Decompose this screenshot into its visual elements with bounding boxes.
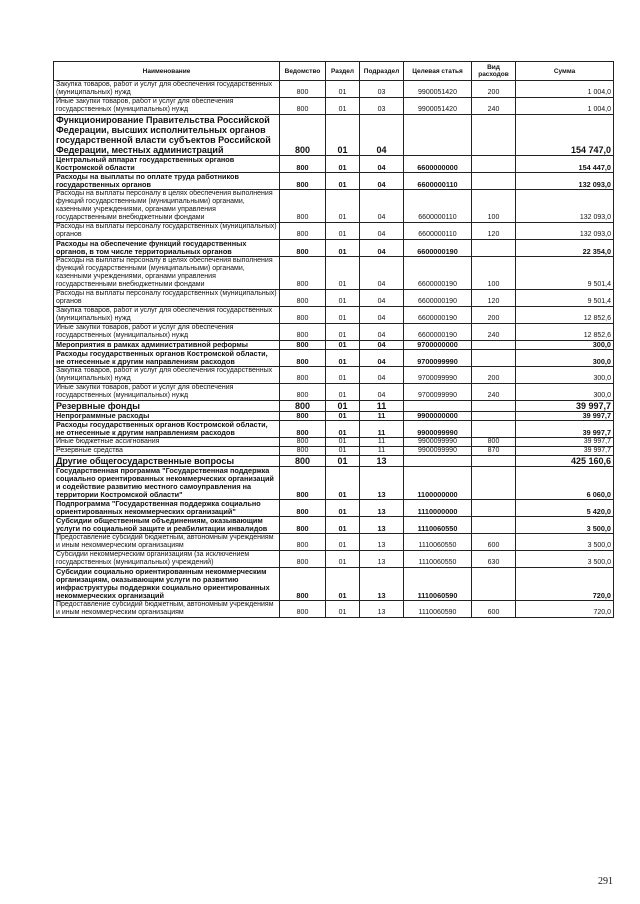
cell-section: 01 [326, 367, 360, 384]
cell-section: 01 [326, 421, 360, 438]
table-row [54, 447, 614, 456]
cell-subsection: 13 [360, 517, 404, 534]
cell-target: 9900099990 [404, 421, 472, 438]
cell-section: 01 [326, 173, 360, 190]
cell-section: 01 [326, 467, 360, 500]
cell-subsection: 04 [360, 156, 404, 173]
cell-type: 600 [472, 534, 516, 551]
cell-amount: 300,0 [516, 384, 614, 401]
cell-target: 1110000000 [404, 500, 472, 517]
cell-type [472, 401, 516, 412]
cell-name: Расходы на выплаты персоналу государственных (муниципальных) органов [54, 223, 280, 240]
cell-type: 240 [472, 384, 516, 401]
cell-dept: 800 [280, 601, 326, 618]
cell-type [472, 341, 516, 350]
cell-subsection: 04 [360, 223, 404, 240]
cell-type: 200 [472, 367, 516, 384]
cell-amount: 132 093,0 [516, 223, 614, 240]
cell-target: 1110060550 [404, 517, 472, 534]
cell-dept: 800 [280, 551, 326, 568]
cell-name: Расходы на выплаты персоналу государственных (муниципальных) органов [54, 290, 280, 307]
cell-amount: 5 420,0 [516, 500, 614, 517]
cell-type: 600 [472, 601, 516, 618]
cell-name: Иные закупки товаров, работ и услуг для обеспечения государственных (муниципальных) нужд [54, 98, 280, 115]
table-row [54, 324, 614, 341]
cell-amount: 3 500,0 [516, 534, 614, 551]
header-name: Наименование [54, 62, 280, 81]
cell-subsection: 13 [360, 601, 404, 618]
cell-subsection: 11 [360, 421, 404, 438]
cell-target: 9700000000 [404, 341, 472, 350]
table-row [54, 341, 614, 350]
table-row [54, 290, 614, 307]
cell-name: Мероприятия в рамках административной реформы [54, 341, 280, 350]
cell-type: 240 [472, 324, 516, 341]
cell-section: 01 [326, 551, 360, 568]
cell-subsection: 11 [360, 412, 404, 421]
cell-name: Закупка товаров, работ и услуг для обеспечения государственных (муниципальных) нужд [54, 307, 280, 324]
header-amount: Сумма [516, 62, 614, 81]
cell-subsection: 04 [360, 324, 404, 341]
header-target: Целевая статья [404, 62, 472, 81]
cell-section: 01 [326, 81, 360, 98]
cell-amount: 154 447,0 [516, 156, 614, 173]
table-row [54, 307, 614, 324]
cell-subsection: 04 [360, 290, 404, 307]
cell-name: Расходы на обеспечение функций государственных органов, в том числе территориальных органов [54, 240, 280, 257]
cell-target: 6600000190 [404, 307, 472, 324]
cell-section: 01 [326, 456, 360, 467]
cell-subsection: 11 [360, 438, 404, 447]
cell-type: 120 [472, 290, 516, 307]
cell-type [472, 173, 516, 190]
cell-dept: 800 [280, 534, 326, 551]
table-row [54, 438, 614, 447]
header-dept: Ведомство [280, 62, 326, 81]
cell-amount: 1 004,0 [516, 81, 614, 98]
cell-subsection: 04 [360, 173, 404, 190]
cell-dept: 800 [280, 223, 326, 240]
cell-section: 01 [326, 115, 360, 156]
cell-target: 1110060590 [404, 601, 472, 618]
table-row [54, 534, 614, 551]
cell-type [472, 456, 516, 467]
cell-name: Подпрограмма "Государственная поддержка социально ориентированных некоммерческих организаций" [54, 500, 280, 517]
cell-type: 800 [472, 438, 516, 447]
table-row [54, 223, 614, 240]
cell-subsection: 04 [360, 190, 404, 223]
cell-type [472, 156, 516, 173]
cell-name: Предоставление субсидий бюджетным, автономным учреждениям и иным некоммерческим организациям [54, 534, 280, 551]
cell-section: 01 [326, 190, 360, 223]
cell-dept: 800 [280, 173, 326, 190]
cell-target [404, 115, 472, 156]
cell-amount: 9 501,4 [516, 290, 614, 307]
cell-target: 9900099990 [404, 438, 472, 447]
cell-type [472, 517, 516, 534]
cell-name: Иные закупки товаров, работ и услуг для обеспечения государственных (муниципальных) нужд [54, 384, 280, 401]
cell-amount: 132 093,0 [516, 173, 614, 190]
cell-target: 9700099990 [404, 367, 472, 384]
cell-subsection: 13 [360, 467, 404, 500]
cell-type [472, 350, 516, 367]
cell-subsection: 13 [360, 534, 404, 551]
cell-amount: 39 997,7 [516, 447, 614, 456]
table-row [54, 456, 614, 467]
cell-target [404, 401, 472, 412]
cell-name: Резервные средства [54, 447, 280, 456]
cell-target: 6600000000 [404, 156, 472, 173]
cell-type [472, 421, 516, 438]
cell-amount: 39 997,7 [516, 438, 614, 447]
cell-section: 01 [326, 601, 360, 618]
cell-amount: 720,0 [516, 601, 614, 618]
cell-subsection: 04 [360, 307, 404, 324]
table-row [54, 601, 614, 618]
cell-type [472, 467, 516, 500]
cell-section: 01 [326, 534, 360, 551]
cell-subsection: 13 [360, 568, 404, 601]
cell-dept: 800 [280, 568, 326, 601]
cell-amount: 132 093,0 [516, 190, 614, 223]
cell-dept: 800 [280, 456, 326, 467]
table-row [54, 384, 614, 401]
cell-subsection: 04 [360, 350, 404, 367]
cell-subsection: 03 [360, 98, 404, 115]
cell-dept: 800 [280, 350, 326, 367]
cell-target: 6600000190 [404, 240, 472, 257]
cell-dept: 800 [280, 367, 326, 384]
cell-amount: 425 160,6 [516, 456, 614, 467]
table-body [54, 81, 614, 618]
cell-name: Государственная программа "Государственная поддержка социально ориентированных некоммерческих организаций и содействие развитию местного самоуправления на территории Костромской области" [54, 467, 280, 500]
cell-section: 01 [326, 412, 360, 421]
cell-dept: 800 [280, 190, 326, 223]
table-row [54, 467, 614, 500]
cell-amount: 6 060,0 [516, 467, 614, 500]
cell-name: Расходы на выплаты по оплате труда работников государственных органов [54, 173, 280, 190]
cell-subsection: 13 [360, 456, 404, 467]
cell-target: 6600000110 [404, 190, 472, 223]
header-type: Вид расходов [472, 62, 516, 81]
cell-section: 01 [326, 517, 360, 534]
cell-dept: 800 [280, 438, 326, 447]
cell-section: 01 [326, 290, 360, 307]
cell-subsection: 04 [360, 115, 404, 156]
cell-section: 01 [326, 257, 360, 290]
cell-section: 01 [326, 223, 360, 240]
cell-dept: 800 [280, 421, 326, 438]
table-row [54, 500, 614, 517]
cell-dept: 800 [280, 115, 326, 156]
cell-name: Непрограммные расходы [54, 412, 280, 421]
cell-dept: 800 [280, 257, 326, 290]
cell-name: Расходы на выплаты персоналу в целях обеспечения выполнения функций государственными (муниципальными) органами, казенными учреждениями, органами управления государственными внебюджетными фондами [54, 190, 280, 223]
cell-section: 01 [326, 500, 360, 517]
cell-section: 01 [326, 324, 360, 341]
cell-dept: 800 [280, 467, 326, 500]
cell-subsection: 04 [360, 341, 404, 350]
cell-name: Субсидии общественным объединениям, оказывающим услуги по социальной защите и реабилитации инвалидов [54, 517, 280, 534]
cell-section: 01 [326, 98, 360, 115]
cell-subsection: 11 [360, 447, 404, 456]
cell-name: Резервные фонды [54, 401, 280, 412]
cell-dept: 800 [280, 412, 326, 421]
cell-amount: 3 500,0 [516, 517, 614, 534]
table-header-row [54, 62, 614, 81]
cell-name: Иные бюджетные ассигнования [54, 438, 280, 447]
table-row [54, 173, 614, 190]
cell-type: 100 [472, 257, 516, 290]
cell-subsection: 04 [360, 240, 404, 257]
cell-dept: 800 [280, 401, 326, 412]
table-row [54, 190, 614, 223]
cell-dept: 800 [280, 324, 326, 341]
cell-target: 9700099990 [404, 350, 472, 367]
page-number: 291 [598, 876, 613, 887]
cell-section: 01 [326, 384, 360, 401]
cell-name: Функционирование Правительства Российской Федерации, высших исполнительных органов государственной власти субъектов Российской Федерации, местных администраций [54, 115, 280, 156]
table-row [54, 98, 614, 115]
cell-target: 9700099990 [404, 384, 472, 401]
cell-target: 9900000000 [404, 412, 472, 421]
cell-subsection: 11 [360, 401, 404, 412]
cell-dept: 800 [280, 500, 326, 517]
cell-name: Иные закупки товаров, работ и услуг для обеспечения государственных (муниципальных) нужд [54, 324, 280, 341]
table-row [54, 568, 614, 601]
cell-section: 01 [326, 341, 360, 350]
cell-type: 870 [472, 447, 516, 456]
cell-type: 200 [472, 307, 516, 324]
cell-type [472, 568, 516, 601]
cell-amount: 300,0 [516, 341, 614, 350]
cell-dept: 800 [280, 447, 326, 456]
budget-table [53, 61, 614, 618]
cell-target: 6600000110 [404, 173, 472, 190]
cell-section: 01 [326, 438, 360, 447]
cell-amount: 12 852,6 [516, 324, 614, 341]
cell-dept: 800 [280, 240, 326, 257]
cell-type: 200 [472, 81, 516, 98]
cell-target: 9900051420 [404, 98, 472, 115]
cell-target: 9900051420 [404, 81, 472, 98]
table-row [54, 401, 614, 412]
cell-target: 6600000190 [404, 290, 472, 307]
cell-type: 120 [472, 223, 516, 240]
cell-section: 01 [326, 156, 360, 173]
table-row [54, 421, 614, 438]
cell-target: 1110060550 [404, 551, 472, 568]
table-row [54, 240, 614, 257]
cell-section: 01 [326, 307, 360, 324]
cell-amount: 300,0 [516, 350, 614, 367]
cell-amount: 154 747,0 [516, 115, 614, 156]
table-row [54, 115, 614, 156]
table-row [54, 156, 614, 173]
cell-name: Предоставление субсидий бюджетным, автономным учреждениям и иным некоммерческим организациям [54, 601, 280, 618]
cell-name: Субсидии социально ориентированным некоммерческим организациям, оказывающим услуги по развитию инфраструктуры поддержки социально ориентированных некоммерческих организаций [54, 568, 280, 601]
cell-dept: 800 [280, 307, 326, 324]
cell-amount: 12 852,6 [516, 307, 614, 324]
cell-dept: 800 [280, 517, 326, 534]
cell-name: Расходы государственных органов Костромской области, не отнесенные к другим направлениям расходов [54, 350, 280, 367]
cell-amount: 300,0 [516, 367, 614, 384]
cell-target: 6600000190 [404, 324, 472, 341]
cell-amount: 1 004,0 [516, 98, 614, 115]
table-row [54, 551, 614, 568]
cell-type [472, 115, 516, 156]
cell-type [472, 240, 516, 257]
cell-section: 01 [326, 240, 360, 257]
cell-target: 1100000000 [404, 467, 472, 500]
cell-target [404, 456, 472, 467]
cell-name: Субсидии некоммерческим организациям (за исключением государственных (муниципальных) учреждений) [54, 551, 280, 568]
cell-target: 9900099990 [404, 447, 472, 456]
table-row [54, 257, 614, 290]
cell-name: Закупка товаров, работ и услуг для обеспечения государственных (муниципальных) нужд [54, 81, 280, 98]
cell-section: 01 [326, 350, 360, 367]
cell-section: 01 [326, 401, 360, 412]
cell-amount: 9 501,4 [516, 257, 614, 290]
cell-subsection: 04 [360, 367, 404, 384]
cell-amount: 22 354,0 [516, 240, 614, 257]
cell-target: 6600000190 [404, 257, 472, 290]
table-row [54, 81, 614, 98]
cell-subsection: 04 [360, 257, 404, 290]
cell-type: 630 [472, 551, 516, 568]
cell-name: Закупка товаров, работ и услуг для обеспечения государственных (муниципальных) нужд [54, 367, 280, 384]
cell-name: Расходы на выплаты персоналу в целях обеспечения выполнения функций государственными (муниципальными) органами, казенными учреждениями, органами управления государственными внебюджетными фондами [54, 257, 280, 290]
table-row [54, 350, 614, 367]
cell-type [472, 500, 516, 517]
cell-type: 240 [472, 98, 516, 115]
cell-name: Другие общегосударственные вопросы [54, 456, 280, 467]
cell-name: Расходы государственных органов Костромской области, не отнесенные к другим направлениям расходов [54, 421, 280, 438]
cell-section: 01 [326, 447, 360, 456]
cell-target: 6600000110 [404, 223, 472, 240]
cell-target: 1110060550 [404, 534, 472, 551]
cell-subsection: 13 [360, 500, 404, 517]
cell-amount: 39 997,7 [516, 412, 614, 421]
cell-type [472, 412, 516, 421]
cell-dept: 800 [280, 98, 326, 115]
cell-amount: 3 500,0 [516, 551, 614, 568]
cell-subsection: 13 [360, 551, 404, 568]
cell-dept: 800 [280, 341, 326, 350]
header-subsection: Подраздел [360, 62, 404, 81]
cell-amount: 720,0 [516, 568, 614, 601]
cell-subsection: 04 [360, 384, 404, 401]
cell-dept: 800 [280, 290, 326, 307]
table-row [54, 367, 614, 384]
budget-table-sheet [53, 61, 613, 618]
cell-name: Центральный аппарат государственных органов Костромской области [54, 156, 280, 173]
cell-subsection: 03 [360, 81, 404, 98]
cell-amount: 39 997,7 [516, 421, 614, 438]
table-row [54, 412, 614, 421]
cell-dept: 800 [280, 81, 326, 98]
cell-target: 1110060590 [404, 568, 472, 601]
cell-section: 01 [326, 568, 360, 601]
cell-amount: 39 997,7 [516, 401, 614, 412]
table-row [54, 517, 614, 534]
cell-dept: 800 [280, 156, 326, 173]
header-section: Раздел [326, 62, 360, 81]
cell-dept: 800 [280, 384, 326, 401]
cell-type: 100 [472, 190, 516, 223]
